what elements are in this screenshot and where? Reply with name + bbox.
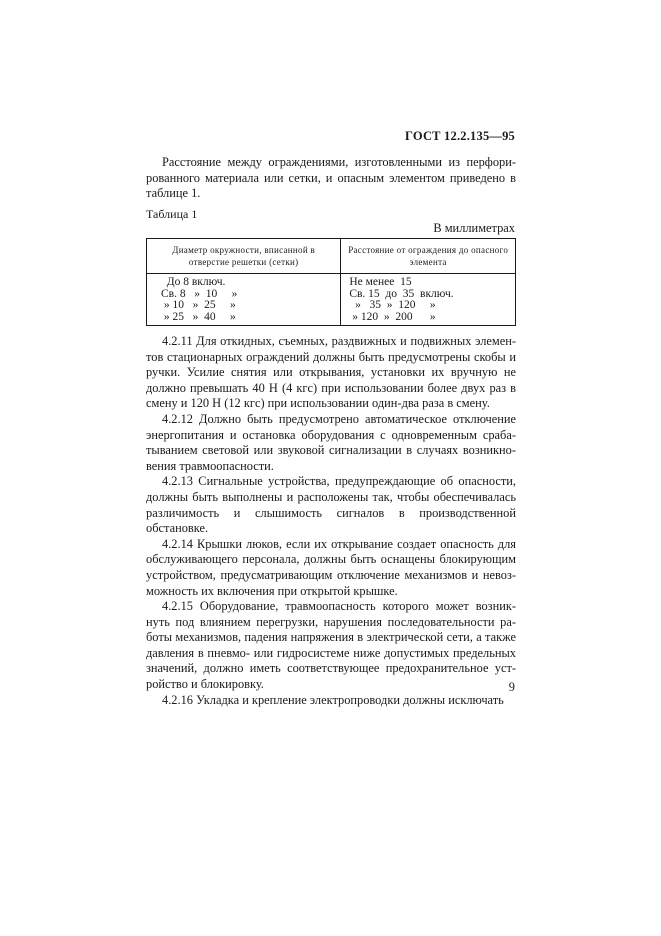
- paragraph-4-2-12: 4.2.12 Должно быть предусмотрено автоматическое отключение энергопитания и остановка оборудования с одновременным срабатыванием световой или звуковой сигнализации в случаях возникновения травмоопасности.: [146, 411, 516, 473]
- table-header-row: [147, 239, 516, 274]
- intro-text: [146, 155, 516, 202]
- table-cell-line: Не менее 15: [349, 276, 412, 288]
- paragraph-4-2-16: 4.2.16 Укладка и крепление электропроводки должны исключать: [162, 692, 504, 707]
- table-caption: Таблица 1: [146, 207, 198, 221]
- table-cell-line: » 10 » 25 »: [161, 299, 236, 311]
- table-header-distance: Расстояние от ограждения до опасного элемента: [341, 239, 516, 274]
- table-cell-line: » 120 » 200 »: [349, 310, 436, 323]
- page-number: 9: [508, 680, 515, 694]
- paragraph-4-2-13: 4.2.13 Сигнальные устройства, предупреждающие об опасности, должны быть выполнены и расположены так, чтобы обеспечивалась различимость и слышимость сигналов в производственной обстановке.: [146, 474, 516, 536]
- table-cell-line: » 25 » 40 »: [161, 310, 236, 323]
- table-cell-line: Св. 15 до 35 включ.: [349, 287, 454, 300]
- intro-paragraph: Расстояние между ограждениями, изготовленными из перфорированного материала или сетки, и опасным элементом приведено в таблице 1.: [146, 155, 516, 201]
- paragraph-4-2-14: 4.2.14 Крышки люков, если их открывание создает опасность для обслуживающего персонала, должны быть оснащены блокирующим устройством, предусматривающим отключение механизмов и невозможность их включения при открытой крышке.: [146, 536, 516, 598]
- table-cell-distance: [341, 274, 516, 326]
- table-cell-diameter: [147, 274, 341, 326]
- table-cell-line: До 8 включ.: [161, 276, 226, 288]
- distance-table: [146, 238, 516, 326]
- table-header-diameter: Диаметр окружности, вписанной в отверстие решетки (сетки): [147, 239, 341, 274]
- paragraph-4-2-11: 4.2.11 Для откидных, съемных, раздвижных и подвижных элементов стационарных ограждений должны быть предусмотрены скобы и ручки. Усилие снятия или открывания, установки их вручную не должно превышать 40 Н (4 кгс) при использовании более двух раз в смену и 120 Н (12 кгс) при использовании один-два раза в смену.: [146, 334, 516, 411]
- document-code-header: ГОСТ 12.2.135—95: [405, 129, 515, 143]
- table-cell-line: » 35 » 120 »: [349, 299, 436, 311]
- table-cell-line: Св. 8 » 10 »: [161, 287, 238, 300]
- table-row: [147, 274, 516, 326]
- table-units: В миллиметрах: [433, 221, 515, 235]
- paragraph-4-2-15: 4.2.15 Оборудование, травмоопасность которого может возникнуть под влиянием перегрузки, нарушения последовательности работы механизмов, падения напряжения в электрической сети, а также давления в пневмо- или гидросистеме ниже допустимых предельных значений, должно иметь соответствующее предохранительное устройство и блокировку.: [146, 599, 516, 692]
- sections-text: [146, 334, 516, 708]
